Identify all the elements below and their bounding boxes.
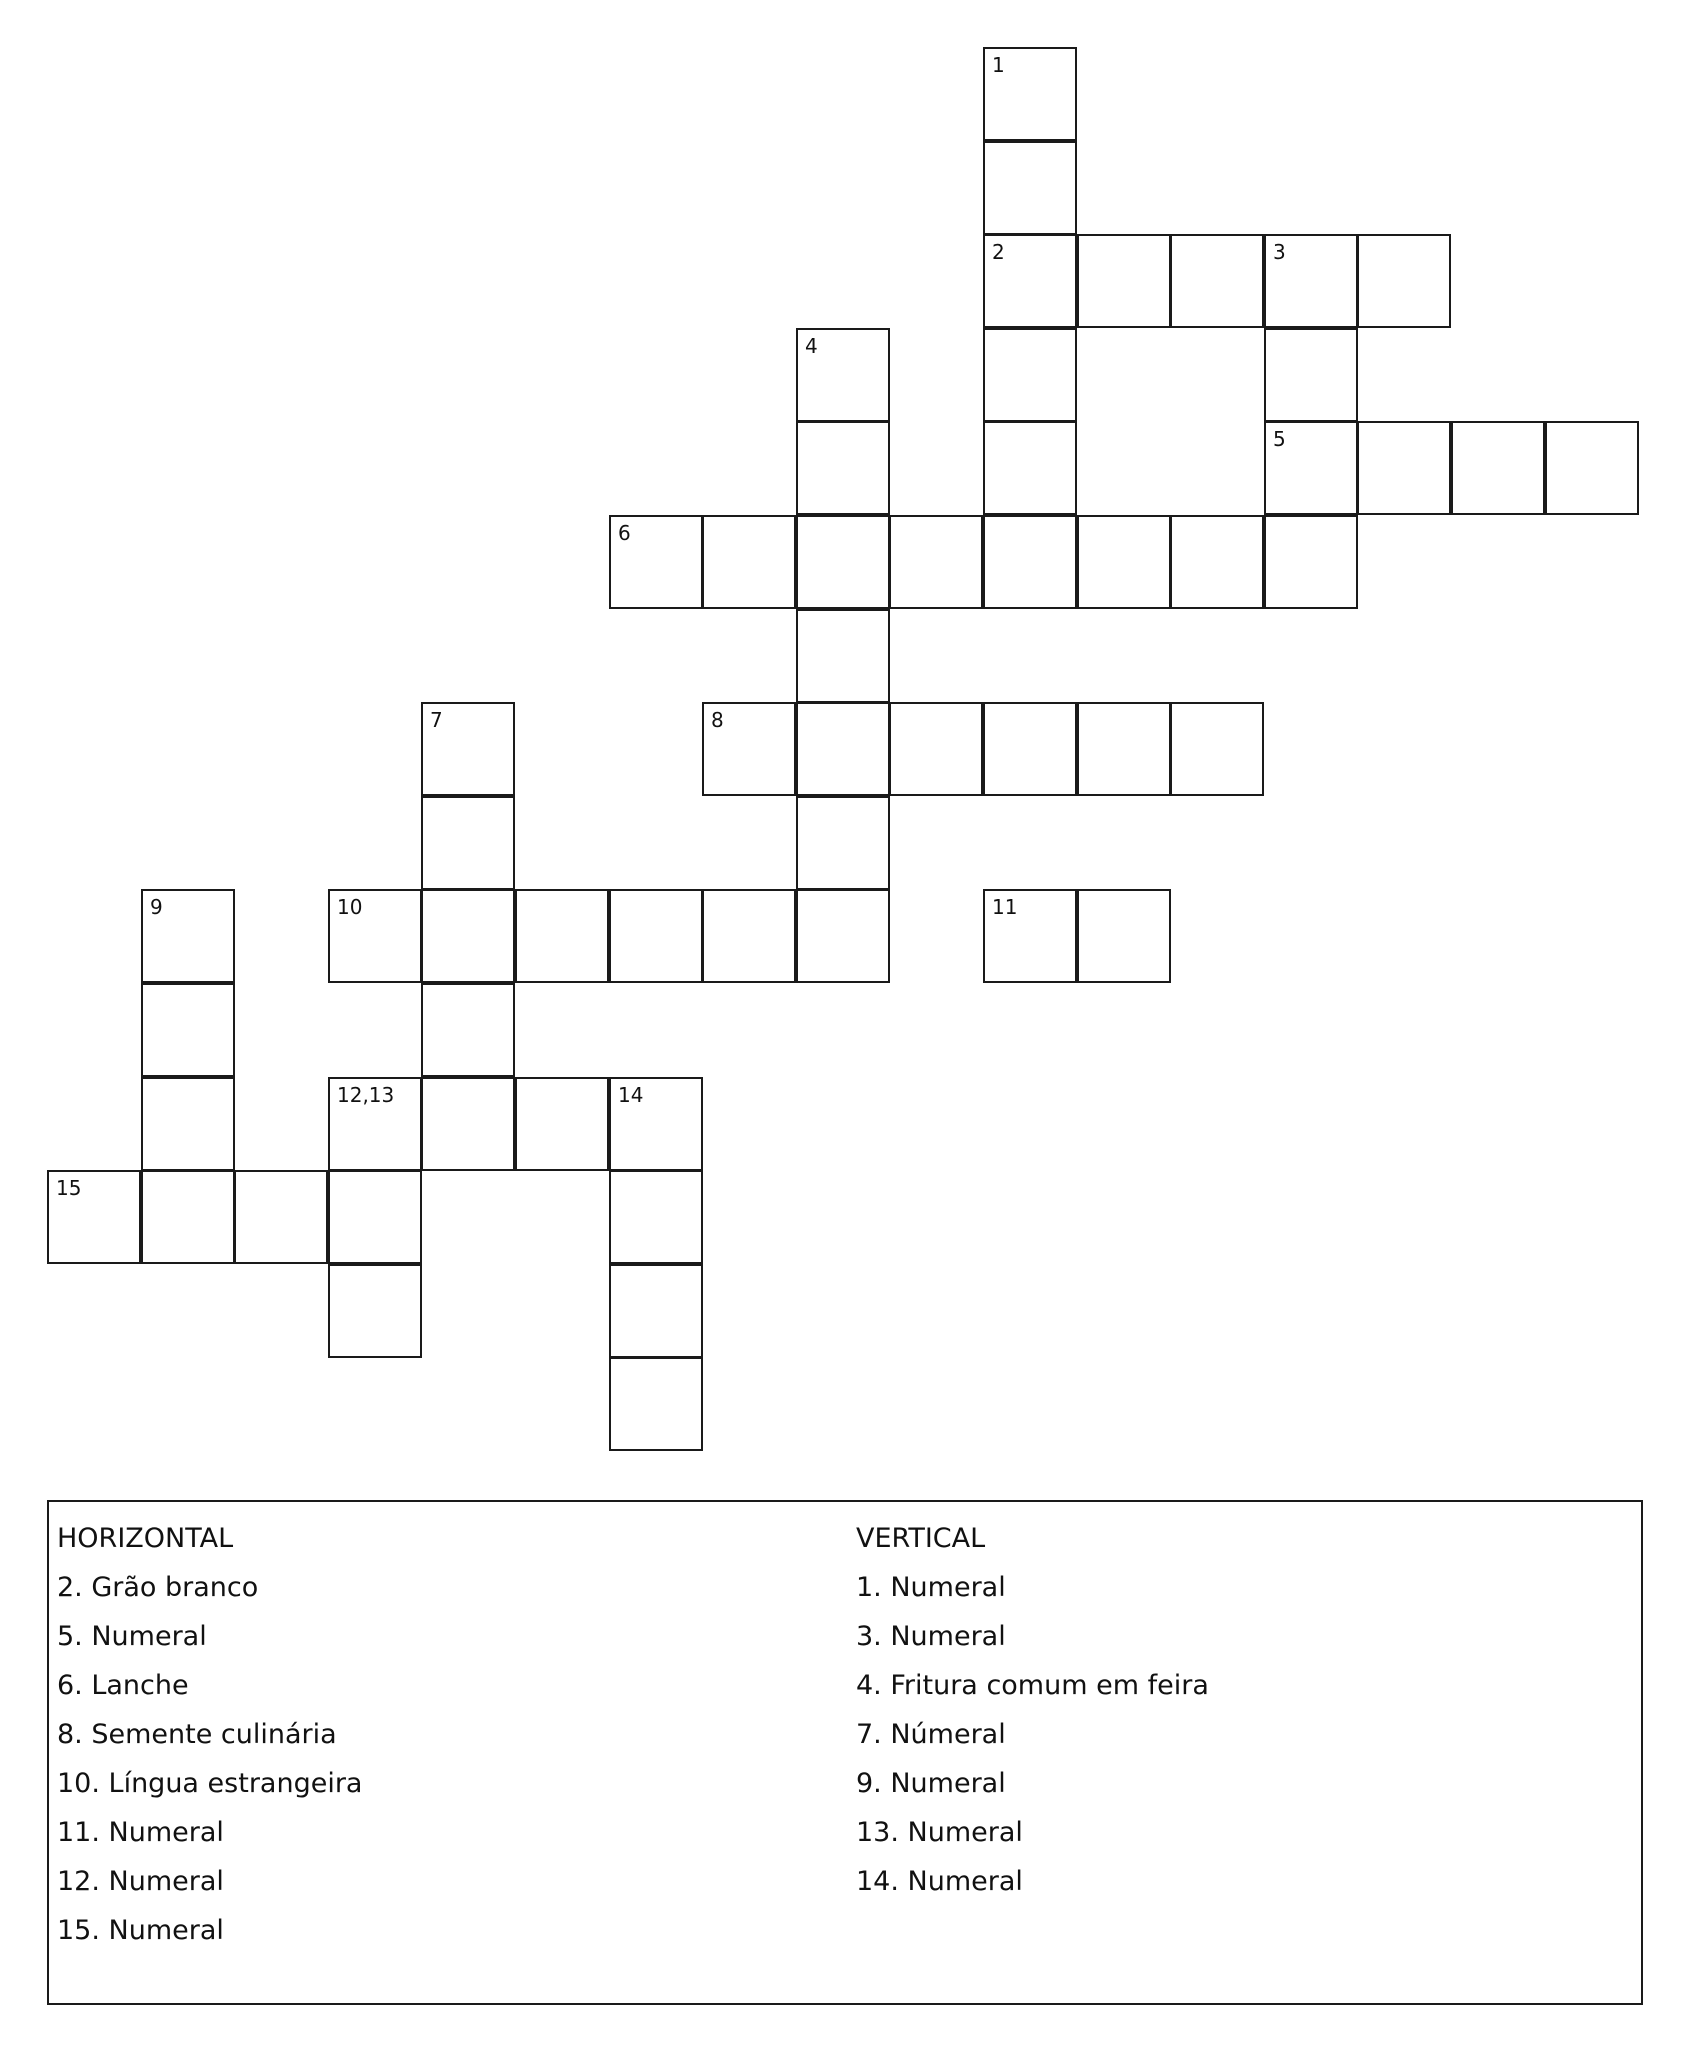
- crossword-cell[interactable]: [421, 796, 515, 890]
- crossword-cell[interactable]: [1264, 421, 1358, 515]
- horizontal-clues: [57, 1514, 362, 1955]
- clue-item: 7. Númeral: [856, 1719, 1006, 1750]
- crossword-cell[interactable]: [421, 702, 515, 796]
- clue-number: 7: [430, 708, 443, 732]
- crossword-cell[interactable]: [1357, 421, 1451, 515]
- clue-number: 10: [337, 895, 363, 919]
- crossword-cell[interactable]: [421, 889, 515, 983]
- crossword-cell[interactable]: [702, 889, 796, 983]
- clue-item: 15. Numeral: [57, 1915, 224, 1946]
- vertical-clues: [856, 1514, 1209, 1906]
- crossword-cell[interactable]: [796, 889, 890, 983]
- crossword-cell[interactable]: [1077, 889, 1171, 983]
- crossword-cell[interactable]: [702, 702, 796, 796]
- clue-item: 12. Numeral: [57, 1866, 224, 1897]
- vertical-heading: VERTICAL: [856, 1523, 986, 1554]
- clue-item: 10. Língua estrangeira: [57, 1768, 363, 1799]
- crossword-cell[interactable]: [609, 1264, 703, 1358]
- clue-item: 11. Numeral: [57, 1817, 224, 1848]
- clue-item: 14. Numeral: [856, 1866, 1023, 1897]
- crossword-cell[interactable]: [1264, 515, 1358, 609]
- clue-item: 13. Numeral: [856, 1817, 1023, 1848]
- crossword-cell[interactable]: [983, 141, 1077, 235]
- clue-number: 5: [1273, 427, 1286, 451]
- clue-number: 12,13: [337, 1083, 395, 1107]
- crossword-cell[interactable]: [328, 889, 422, 983]
- crossword-cell[interactable]: [609, 1357, 703, 1451]
- crossword-cell[interactable]: [421, 1077, 515, 1171]
- clue-item: 9. Numeral: [856, 1768, 1006, 1799]
- clue-number: 14: [618, 1083, 644, 1107]
- crossword-cell[interactable]: [141, 1077, 235, 1171]
- crossword-cell[interactable]: [796, 515, 890, 609]
- clue-number: 15: [56, 1176, 82, 1200]
- clue-number: 2: [992, 240, 1005, 264]
- crossword-cell[interactable]: [47, 1170, 141, 1264]
- clue-item: 1. Numeral: [856, 1572, 1006, 1603]
- crossword-cell[interactable]: [983, 47, 1077, 141]
- crossword-cell[interactable]: [983, 515, 1077, 609]
- clue-number: 4: [805, 334, 818, 358]
- crossword-cell[interactable]: [1451, 421, 1545, 515]
- crossword-cell[interactable]: [796, 609, 890, 703]
- clue-number: 6: [618, 521, 631, 545]
- crossword-cell[interactable]: [796, 421, 890, 515]
- crossword-cell[interactable]: [141, 983, 235, 1077]
- crossword-cell[interactable]: [889, 515, 983, 609]
- crossword-cell[interactable]: [1170, 234, 1264, 328]
- crossword-cell[interactable]: [609, 515, 703, 609]
- crossword-cell[interactable]: [1264, 234, 1358, 328]
- clue-item: 5. Numeral: [57, 1621, 207, 1652]
- crossword-cell[interactable]: [609, 889, 703, 983]
- clue-item: 2. Grão branco: [57, 1572, 259, 1603]
- horizontal-heading: HORIZONTAL: [57, 1523, 234, 1554]
- crossword-cell[interactable]: [141, 889, 235, 983]
- crossword-cell[interactable]: [609, 1077, 703, 1171]
- crossword-cell[interactable]: [234, 1170, 328, 1264]
- crossword-cell[interactable]: [515, 1077, 609, 1171]
- clue-number: 11: [992, 895, 1018, 919]
- crossword-cell[interactable]: [328, 1264, 422, 1358]
- crossword-cell[interactable]: [1077, 515, 1171, 609]
- crossword-cell[interactable]: [1170, 702, 1264, 796]
- crossword-cell[interactable]: [328, 1170, 422, 1264]
- clue-number: 3: [1273, 240, 1286, 264]
- crossword-cell[interactable]: [1170, 515, 1264, 609]
- crossword-cell[interactable]: [1077, 702, 1171, 796]
- clue-number: 8: [711, 708, 724, 732]
- crossword-cell[interactable]: [796, 702, 890, 796]
- clue-item: 6. Lanche: [57, 1670, 189, 1701]
- crossword-cell[interactable]: [609, 1170, 703, 1264]
- crossword-cell[interactable]: [796, 796, 890, 890]
- crossword-cell[interactable]: [421, 983, 515, 1077]
- clue-number: 1: [992, 53, 1005, 77]
- clue-box: [47, 1500, 1643, 2005]
- crossword-cell[interactable]: [796, 328, 890, 422]
- crossword-cell[interactable]: [515, 889, 609, 983]
- crossword-cell[interactable]: [983, 234, 1077, 328]
- clue-item: 8. Semente culinária: [57, 1719, 337, 1750]
- crossword-cell[interactable]: [1357, 234, 1451, 328]
- crossword-cell[interactable]: [141, 1170, 235, 1264]
- crossword-cell[interactable]: [1264, 328, 1358, 422]
- clue-item: 3. Numeral: [856, 1621, 1006, 1652]
- crossword-cell[interactable]: [889, 702, 983, 796]
- crossword-cell[interactable]: [983, 421, 1077, 515]
- crossword-cell[interactable]: [983, 889, 1077, 983]
- crossword-cell[interactable]: [983, 702, 1077, 796]
- crossword-cell[interactable]: [702, 515, 796, 609]
- clue-item: 4. Fritura comum em feira: [856, 1670, 1209, 1701]
- crossword-cell[interactable]: [1077, 234, 1171, 328]
- clue-number: 9: [150, 895, 163, 919]
- crossword-cell[interactable]: [328, 1077, 422, 1171]
- crossword-cell[interactable]: [983, 328, 1077, 422]
- crossword-cell[interactable]: [1545, 421, 1639, 515]
